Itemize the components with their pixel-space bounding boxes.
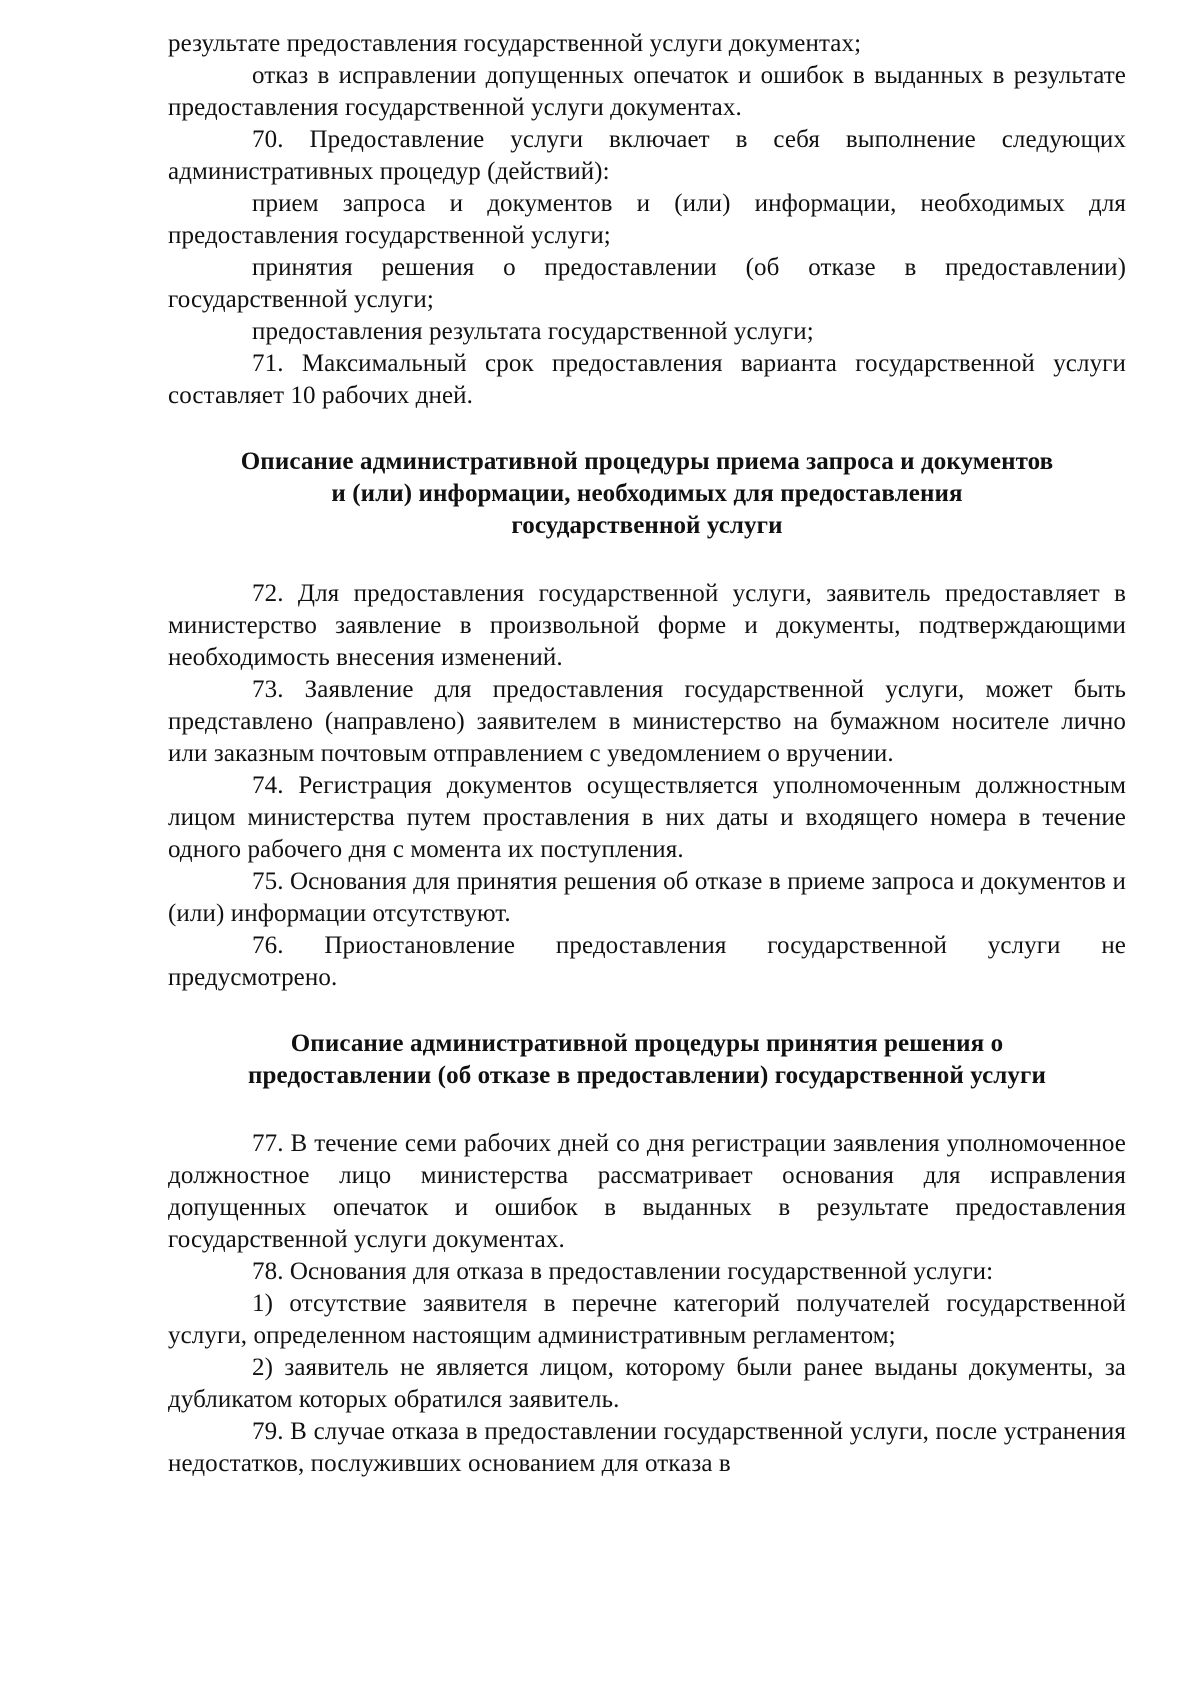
paragraph-77: 77. В течение семи рабочих дней со дня регистрации заявления уполномоченное должностное лицо министерства рассматривает основания для исправления допущенных опечаток и ошибок в выданных в результате предоставления государственной услуги документах. <box>168 1130 1126 1253</box>
paragraph-76: 76. Приостановление предоставления государственной услуги не предусмотрено. <box>168 932 1126 991</box>
heading-line: Описание административной процедуры приема запроса и документов <box>240 448 1054 475</box>
spacer <box>168 994 1126 1028</box>
paragraph-refusal-correction: отказ в исправлении допущенных опечаток и ошибок в выданных в результате предоставления государственной услуги документах. <box>168 62 1126 121</box>
heading-line: государственной услуги <box>511 512 783 539</box>
section-heading-reception <box>168 446 1126 542</box>
heading-line: Описание административной процедуры принятия решения о <box>290 1030 1004 1057</box>
paragraph-73: 73. Заявление для предоставления государственной услуги, может быть представлено (направлено) заявителем в министерство на бумажном носителе лично или заказным почтовым отправлением с уведомлением о вручении. <box>168 676 1126 767</box>
paragraph-70: 70. Предоставление услуги включает в себя выполнение следующих административных процедур (действий): <box>168 126 1126 185</box>
paragraph-79: 79. В случае отказа в предоставлении государственной услуги, после устранения недостатков, послуживших основанием для отказа в <box>168 1418 1126 1477</box>
paragraph-procedure-decision: принятия решения о предоставлении (об отказе в предоставлении) государственной услуги; <box>168 254 1126 313</box>
spacer <box>168 412 1126 446</box>
heading-line: предоставлении (об отказе в предоставлении) государственной услуги <box>248 1062 1046 1089</box>
heading-line: и (или) информации, необходимых для предоставления <box>331 480 963 507</box>
document-body <box>168 28 1126 1480</box>
paragraph-74: 74. Регистрация документов осуществляется уполномоченным должностным лицом министерства путем проставления в них даты и входящего номера в течение одного рабочего дня с момента их поступления. <box>168 772 1126 863</box>
paragraph-72: 72. Для предоставления государственной услуги, заявитель предоставляет в министерство заявление в произвольной форме и документы, подтверждающими необходимость внесения изменений. <box>168 580 1126 671</box>
paragraph-continuation: результате предоставления государственной услуги документах; <box>168 30 862 57</box>
paragraph-78-item-1: 1) отсутствие заявителя в перечне категорий получателей государственной услуги, определенном настоящим административным регламентом; <box>168 1290 1126 1349</box>
section-heading-decision <box>168 1028 1126 1092</box>
paragraph-78: 78. Основания для отказа в предоставлении государственной услуги: <box>252 1258 994 1285</box>
paragraph-procedure-reception: прием запроса и документов и (или) информации, необходимых для предоставления государственной услуги; <box>168 190 1126 249</box>
spacer <box>168 542 1126 578</box>
paragraph-procedure-result: предоставления результата государственной услуги; <box>252 318 814 345</box>
spacer <box>168 1092 1126 1128</box>
paragraph-78-item-2: 2) заявитель не является лицом, которому были ранее выданы документы, за дубликатом которых обратился заявитель. <box>168 1354 1126 1413</box>
paragraph-71: 71. Максимальный срок предоставления варианта государственной услуги составляет 10 рабочих дней. <box>168 350 1126 409</box>
paragraph-75: 75. Основания для принятия решения об отказе в приеме запроса и документов и (или) информации отсутствуют. <box>168 868 1126 927</box>
